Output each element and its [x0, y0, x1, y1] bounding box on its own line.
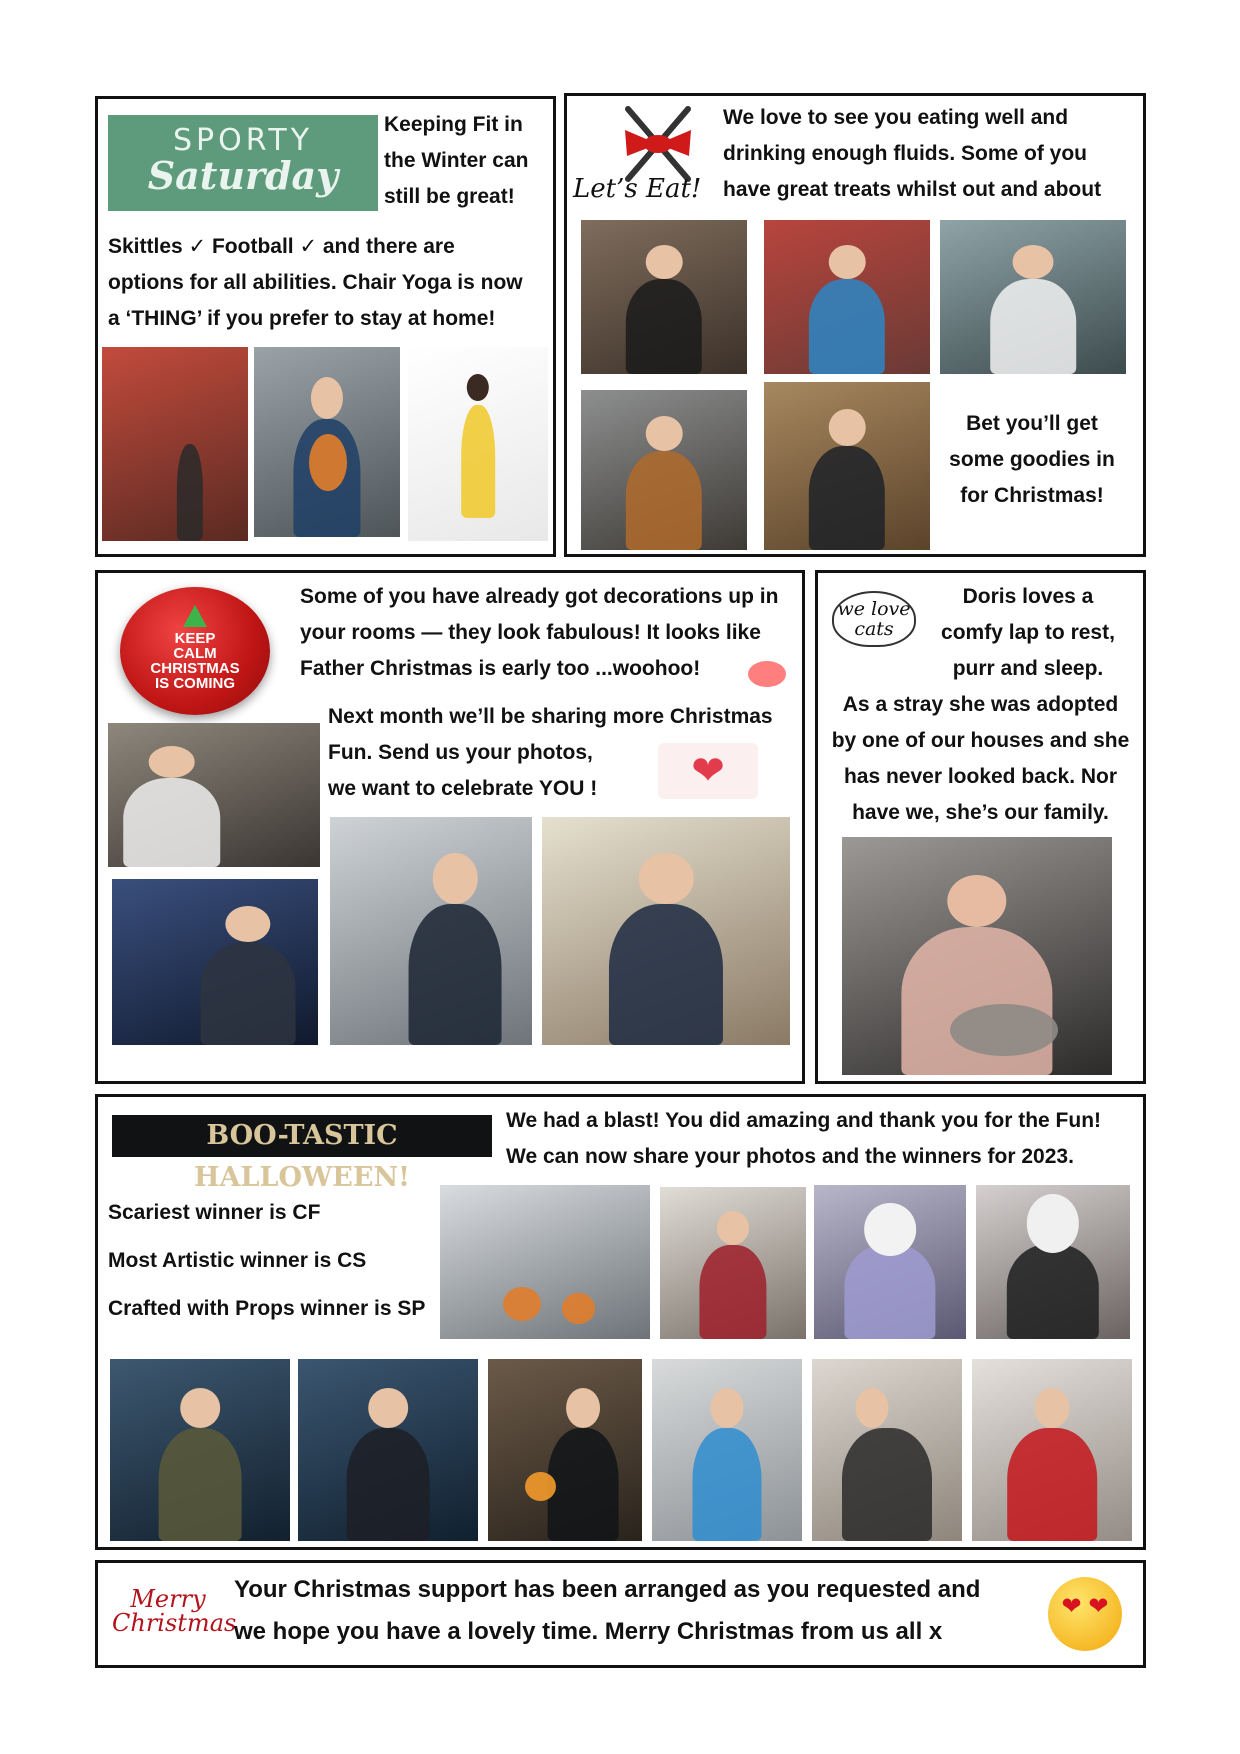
badge-line-1: KEEP [174, 630, 216, 647]
christmas-tree-photo-2 [112, 879, 318, 1045]
haunted-backdrop-photo-2 [298, 1359, 478, 1541]
keep-calm-christmas-badge [120, 587, 270, 715]
cutlery-bow-icon [603, 104, 713, 184]
skull-face-paint-photo [814, 1185, 966, 1339]
eat-intro-line-3: have great treats whilst out and about [723, 178, 1102, 201]
next-month-line-2: Fun. Send us your photos, [328, 741, 593, 764]
decorations-line-3: Father Christmas is early too ...woohoo! [300, 657, 701, 680]
lets-eat-logo: Let’s Eat! [573, 174, 702, 204]
eat-intro-line-1: We love to see you eating well and [723, 106, 1069, 129]
halloween-panel [95, 1094, 1146, 1550]
cafe-photo-3 [940, 220, 1126, 374]
christmas-tree-icon [183, 605, 207, 627]
we-love-cats-logo: we love cats [832, 591, 916, 647]
colouring-book-photo-2 [972, 1359, 1132, 1541]
sporty-intro-line-2: the Winter can [384, 149, 529, 172]
badge-line-3: CHRISTMAS [150, 660, 240, 677]
sporty-intro-line-1: Keeping Fit in [384, 113, 523, 136]
doris-line-6: has never looked back. Nor [843, 765, 1118, 788]
doris-cat-panel [815, 570, 1146, 1084]
smiley-face-icon [748, 661, 786, 687]
doris-line-5: by one of our houses and she [831, 729, 1130, 752]
sporty-body-line-2: options for all abilities. Chair Yoga is now [108, 271, 523, 294]
colouring-book-photo-1 [652, 1359, 802, 1541]
sporty-logo-line2: Saturday [147, 153, 339, 198]
kitchen-pumpkin-photo [488, 1359, 642, 1541]
merry-logo-line1: Merry [130, 1585, 206, 1613]
bowling-alley-photo [102, 347, 248, 541]
sporty-body-line-3: a ‘THING’ if you prefer to stay at home! [108, 307, 496, 330]
halloween-intro-line-1: We had a blast! You did amazing and thank you for the Fun! [506, 1109, 1102, 1132]
halloween-intro-line-2: We can now share your photos and the winners for 2023. [506, 1145, 1074, 1168]
eat-side-line-2: some goodies in [949, 448, 1115, 471]
cafe-photo-1 [581, 220, 747, 374]
sporty-body-line-1: Skittles ✓ Football ✓ and there are [108, 235, 455, 258]
merry-logo-line2: Christmas [112, 1609, 237, 1637]
christmas-decorations-panel [95, 570, 805, 1084]
eat-side-line-1: Bet you’ll get [966, 412, 1098, 435]
footer-panel [95, 1560, 1146, 1668]
sporty-logo-line1: SPORTY [172, 123, 314, 158]
boo-tastic-halloween-banner: BOO-TASTIC HALLOWEEN! [112, 1115, 492, 1157]
pumpkin-carving-photo [440, 1185, 650, 1339]
badge-line-4: IS COMING [154, 675, 235, 692]
chair-yoga-photo [408, 347, 548, 541]
footer-line-1: Your Christmas support has been arranged as you requested and [234, 1576, 981, 1603]
merry-christmas-logo [112, 1575, 237, 1657]
doris-line-3: purr and sleep. [952, 657, 1104, 680]
cafe-photo-2 [764, 220, 930, 374]
decorations-line-2: your rooms — they look fabulous! It looks like [300, 621, 761, 644]
cafe-photo-4 [581, 390, 747, 550]
football-photo [254, 347, 400, 537]
doris-line-2: comfy lap to rest, [941, 621, 1115, 644]
sporty-saturday-logo [108, 115, 378, 211]
doris-cat-photo [842, 837, 1112, 1075]
decorations-line-1: Some of you have already got decorations up in [300, 585, 779, 608]
eat-intro-line-2: drinking enough fluids. Some of you [723, 142, 1087, 165]
scary-mask-photo [976, 1185, 1130, 1339]
cafe-photo-5 [764, 382, 930, 550]
winner-most-artistic: Most Artistic winner is CS [108, 1249, 367, 1272]
doris-line-7: have we, she’s our family. [852, 801, 1109, 824]
vampire-costume-photo [660, 1187, 806, 1339]
heart-hands-icon: ❤ [658, 743, 758, 799]
winner-crafted-props: Crafted with Props winner is SP [108, 1297, 426, 1320]
sporty-panel [95, 96, 556, 557]
lets-eat-panel [564, 93, 1146, 557]
eat-side-line-3: for Christmas! [960, 484, 1104, 507]
next-month-line-3: we want to celebrate YOU ! [328, 777, 598, 800]
heart-eyes-emoji-icon: ❤ ❤ [1048, 1577, 1122, 1651]
haunted-backdrop-photo-1 [110, 1359, 290, 1541]
footer-line-2: we hope you have a lovely time. Merry Christmas from us all x [234, 1618, 943, 1645]
next-month-line-1: Next month we’ll be sharing more Christmas [328, 705, 773, 728]
santa-visit-photo [542, 817, 790, 1045]
doris-line-4: As a stray she was adopted [842, 693, 1119, 716]
doris-line-1: Doris loves a [962, 585, 1094, 608]
badge-line-2: CALM [173, 645, 217, 662]
christmas-tree-photo-1 [108, 723, 320, 867]
couple-photo [812, 1359, 962, 1541]
christmas-table-photo [330, 817, 532, 1045]
winner-scariest: Scariest winner is CF [108, 1201, 321, 1224]
sporty-intro-line-3: still be great! [384, 185, 515, 208]
